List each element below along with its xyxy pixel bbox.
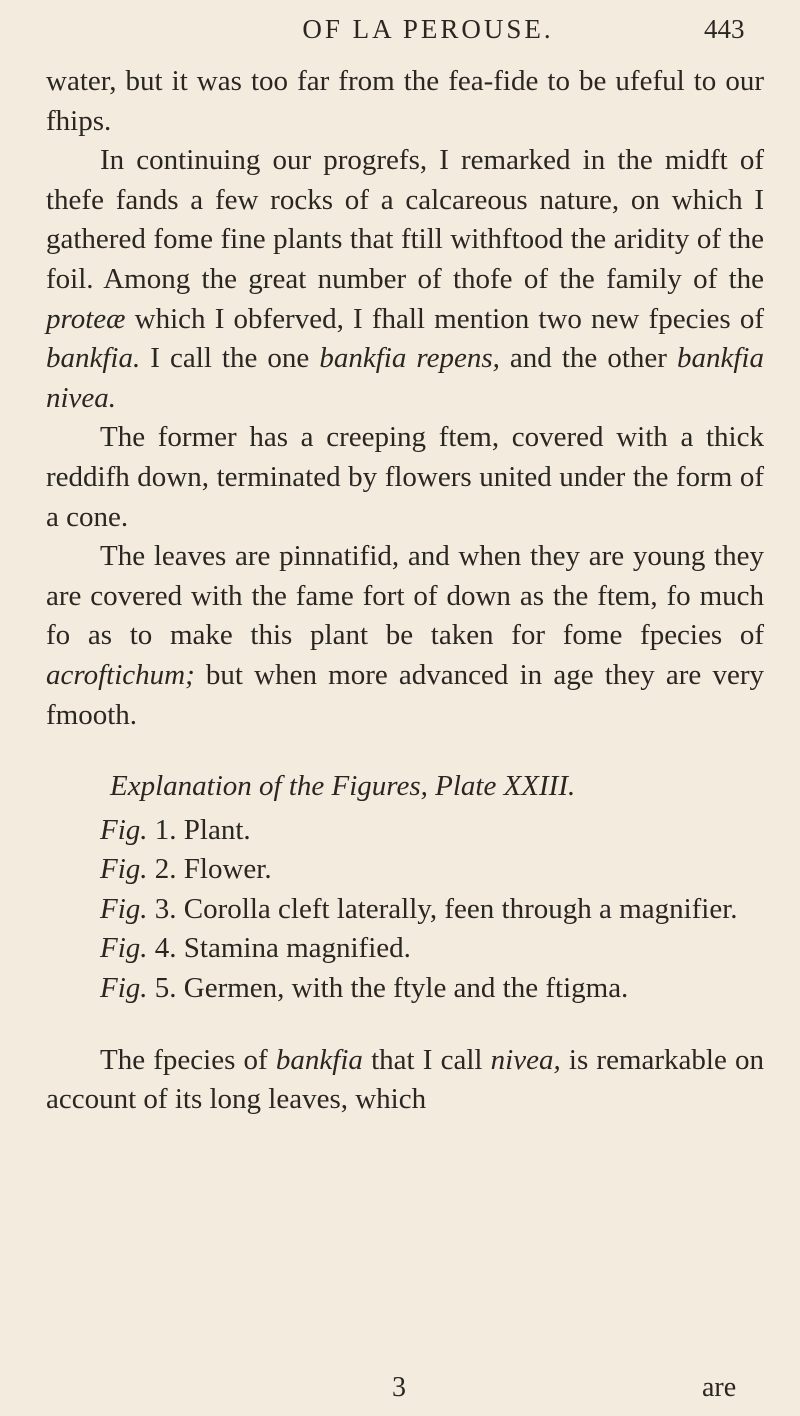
catchword: are (702, 1372, 737, 1403)
section-title (46, 767, 764, 807)
italic-text: nivea, (490, 1043, 561, 1076)
text-run: I call the one (140, 342, 320, 375)
text-run: The former has a creeping ftem, covered with a thick reddifh down, terminated by flowers united under the form of a cone. (46, 421, 764, 533)
italic-text: Fig. (100, 972, 148, 1005)
signature-mark: 3 (392, 1372, 406, 1403)
italic-text: Fig. (100, 892, 148, 925)
paragraph (46, 141, 764, 418)
italic-text: bankfia. (46, 342, 141, 375)
paragraph (46, 62, 764, 141)
text-run: water, but it was too far from the fea-fide to be ufeful to our fhips. (46, 65, 764, 137)
text-run: 1. Plant. (147, 813, 251, 846)
page-body (46, 62, 764, 1120)
italic-text: bankfia (275, 1043, 363, 1076)
italic-text: bankfia nivea. (46, 342, 764, 414)
paragraph (46, 418, 764, 537)
text-run: which I obferved, I fhall mention two new fpecies of (125, 302, 764, 335)
text-run: In continuing our progrefs, I remarked in the midft of thefe fands a few rocks of a calcareous nature, on which I gathered fome fine plants that ftill withftood the aridity of the foil. Among the great number of thofe of the family of the (46, 144, 764, 295)
text-run: 4. Stamina magnified. (147, 932, 411, 965)
page-header (0, 10, 800, 46)
figure-caption (46, 969, 764, 1009)
figure-caption (46, 811, 764, 851)
text-run: is remarkable on account of its long leaves, which (46, 1043, 764, 1116)
text-run: and the other (499, 342, 677, 375)
text-run: that I call (362, 1043, 491, 1076)
italic-text: bankfia repens, (319, 342, 500, 375)
figure-caption (46, 929, 764, 969)
page-number: 443 (704, 14, 745, 44)
text-run: The leaves are pinnatifid, and when they are young they are covered with the fame fort of down as the ftem, fo much fo as to make this plant be taken for fome fpecies of (46, 540, 764, 652)
text-run: 5. Germen, with the ftyle and the ftigma. (147, 972, 629, 1005)
italic-text: proteæ (46, 302, 126, 335)
italic-text: acroftichum; (46, 658, 195, 691)
italic-text: Fig. (100, 853, 148, 886)
figure-caption (46, 850, 764, 890)
italic-text: Explanation of the Figures, Plate XXIII. (110, 770, 576, 803)
text-run: The fpecies of (100, 1043, 276, 1076)
running-head: OF LA PEROUSE. (302, 14, 554, 44)
text-run: 2. Flower. (147, 853, 272, 886)
figure-caption (46, 890, 764, 930)
paragraph (46, 1041, 764, 1120)
text-run: but when more advanced in age they are very fmooth. (46, 658, 764, 731)
text-run: 3. Corolla cleft laterally, feen through a magnifier. (147, 892, 738, 925)
paragraph (46, 537, 764, 735)
italic-text: Fig. (100, 932, 148, 965)
italic-text: Fig. (100, 813, 148, 846)
page-footer (0, 1372, 800, 1408)
